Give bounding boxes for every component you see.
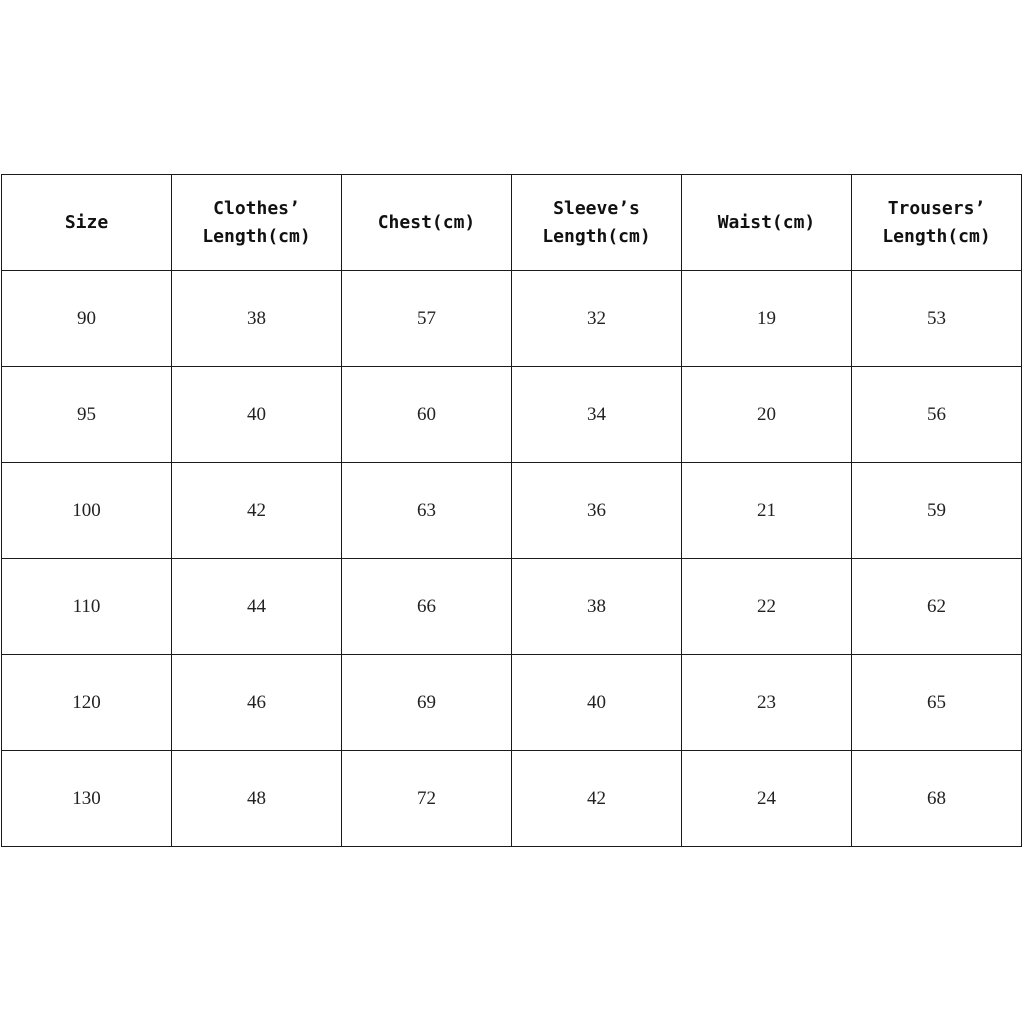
- table-row: [2, 751, 1022, 847]
- table-row: [2, 655, 1022, 751]
- table-cell: 22: [682, 559, 852, 655]
- table-cell: 57: [342, 271, 512, 367]
- table-cell: 130: [2, 751, 172, 847]
- table-cell: 68: [852, 751, 1022, 847]
- table-cell: 120: [2, 655, 172, 751]
- table-cell: 90: [2, 271, 172, 367]
- table-cell: 38: [512, 559, 682, 655]
- header-line: Size: [64, 211, 109, 233]
- table-cell: 59: [852, 463, 1022, 559]
- header-line: Length(cm): [202, 225, 311, 247]
- header-trousers-length: [852, 175, 1022, 271]
- table-cell: 38: [172, 271, 342, 367]
- table-cell: 21: [682, 463, 852, 559]
- table-cell: 42: [172, 463, 342, 559]
- header-waist: [682, 175, 852, 271]
- table-cell: 53: [852, 271, 1022, 367]
- table-cell: 24: [682, 751, 852, 847]
- header-chest: [342, 175, 512, 271]
- header-sleeve-length: [512, 175, 682, 271]
- table-cell: 23: [682, 655, 852, 751]
- table-cell: 48: [172, 751, 342, 847]
- header-size: [2, 175, 172, 271]
- size-chart-table: [1, 174, 1022, 847]
- header-line: Length(cm): [882, 225, 991, 247]
- table-cell: 69: [342, 655, 512, 751]
- table-cell: 72: [342, 751, 512, 847]
- header-line: Trousers’: [887, 197, 986, 219]
- header-row: [2, 175, 1022, 271]
- table-cell: 66: [342, 559, 512, 655]
- table-cell: 100: [2, 463, 172, 559]
- table-cell: 32: [512, 271, 682, 367]
- table-cell: 20: [682, 367, 852, 463]
- table-cell: 95: [2, 367, 172, 463]
- table-row: [2, 559, 1022, 655]
- table-cell: 65: [852, 655, 1022, 751]
- header-line: Chest(cm): [377, 211, 476, 233]
- table-cell: 56: [852, 367, 1022, 463]
- table-row: [2, 367, 1022, 463]
- table-cell: 19: [682, 271, 852, 367]
- table-row: [2, 463, 1022, 559]
- table-cell: 34: [512, 367, 682, 463]
- table-cell: 110: [2, 559, 172, 655]
- header-line: Waist(cm): [717, 211, 816, 233]
- table-cell: 62: [852, 559, 1022, 655]
- header-clothes-length: [172, 175, 342, 271]
- table-cell: 63: [342, 463, 512, 559]
- table-row: [2, 271, 1022, 367]
- table-cell: 36: [512, 463, 682, 559]
- header-line: Sleeve’s: [553, 197, 640, 219]
- table-cell: 46: [172, 655, 342, 751]
- table-cell: 40: [172, 367, 342, 463]
- header-line: Length(cm): [542, 225, 651, 247]
- header-line: Clothes’: [213, 197, 300, 219]
- table-cell: 42: [512, 751, 682, 847]
- table-cell: 40: [512, 655, 682, 751]
- table-cell: 60: [342, 367, 512, 463]
- table-cell: 44: [172, 559, 342, 655]
